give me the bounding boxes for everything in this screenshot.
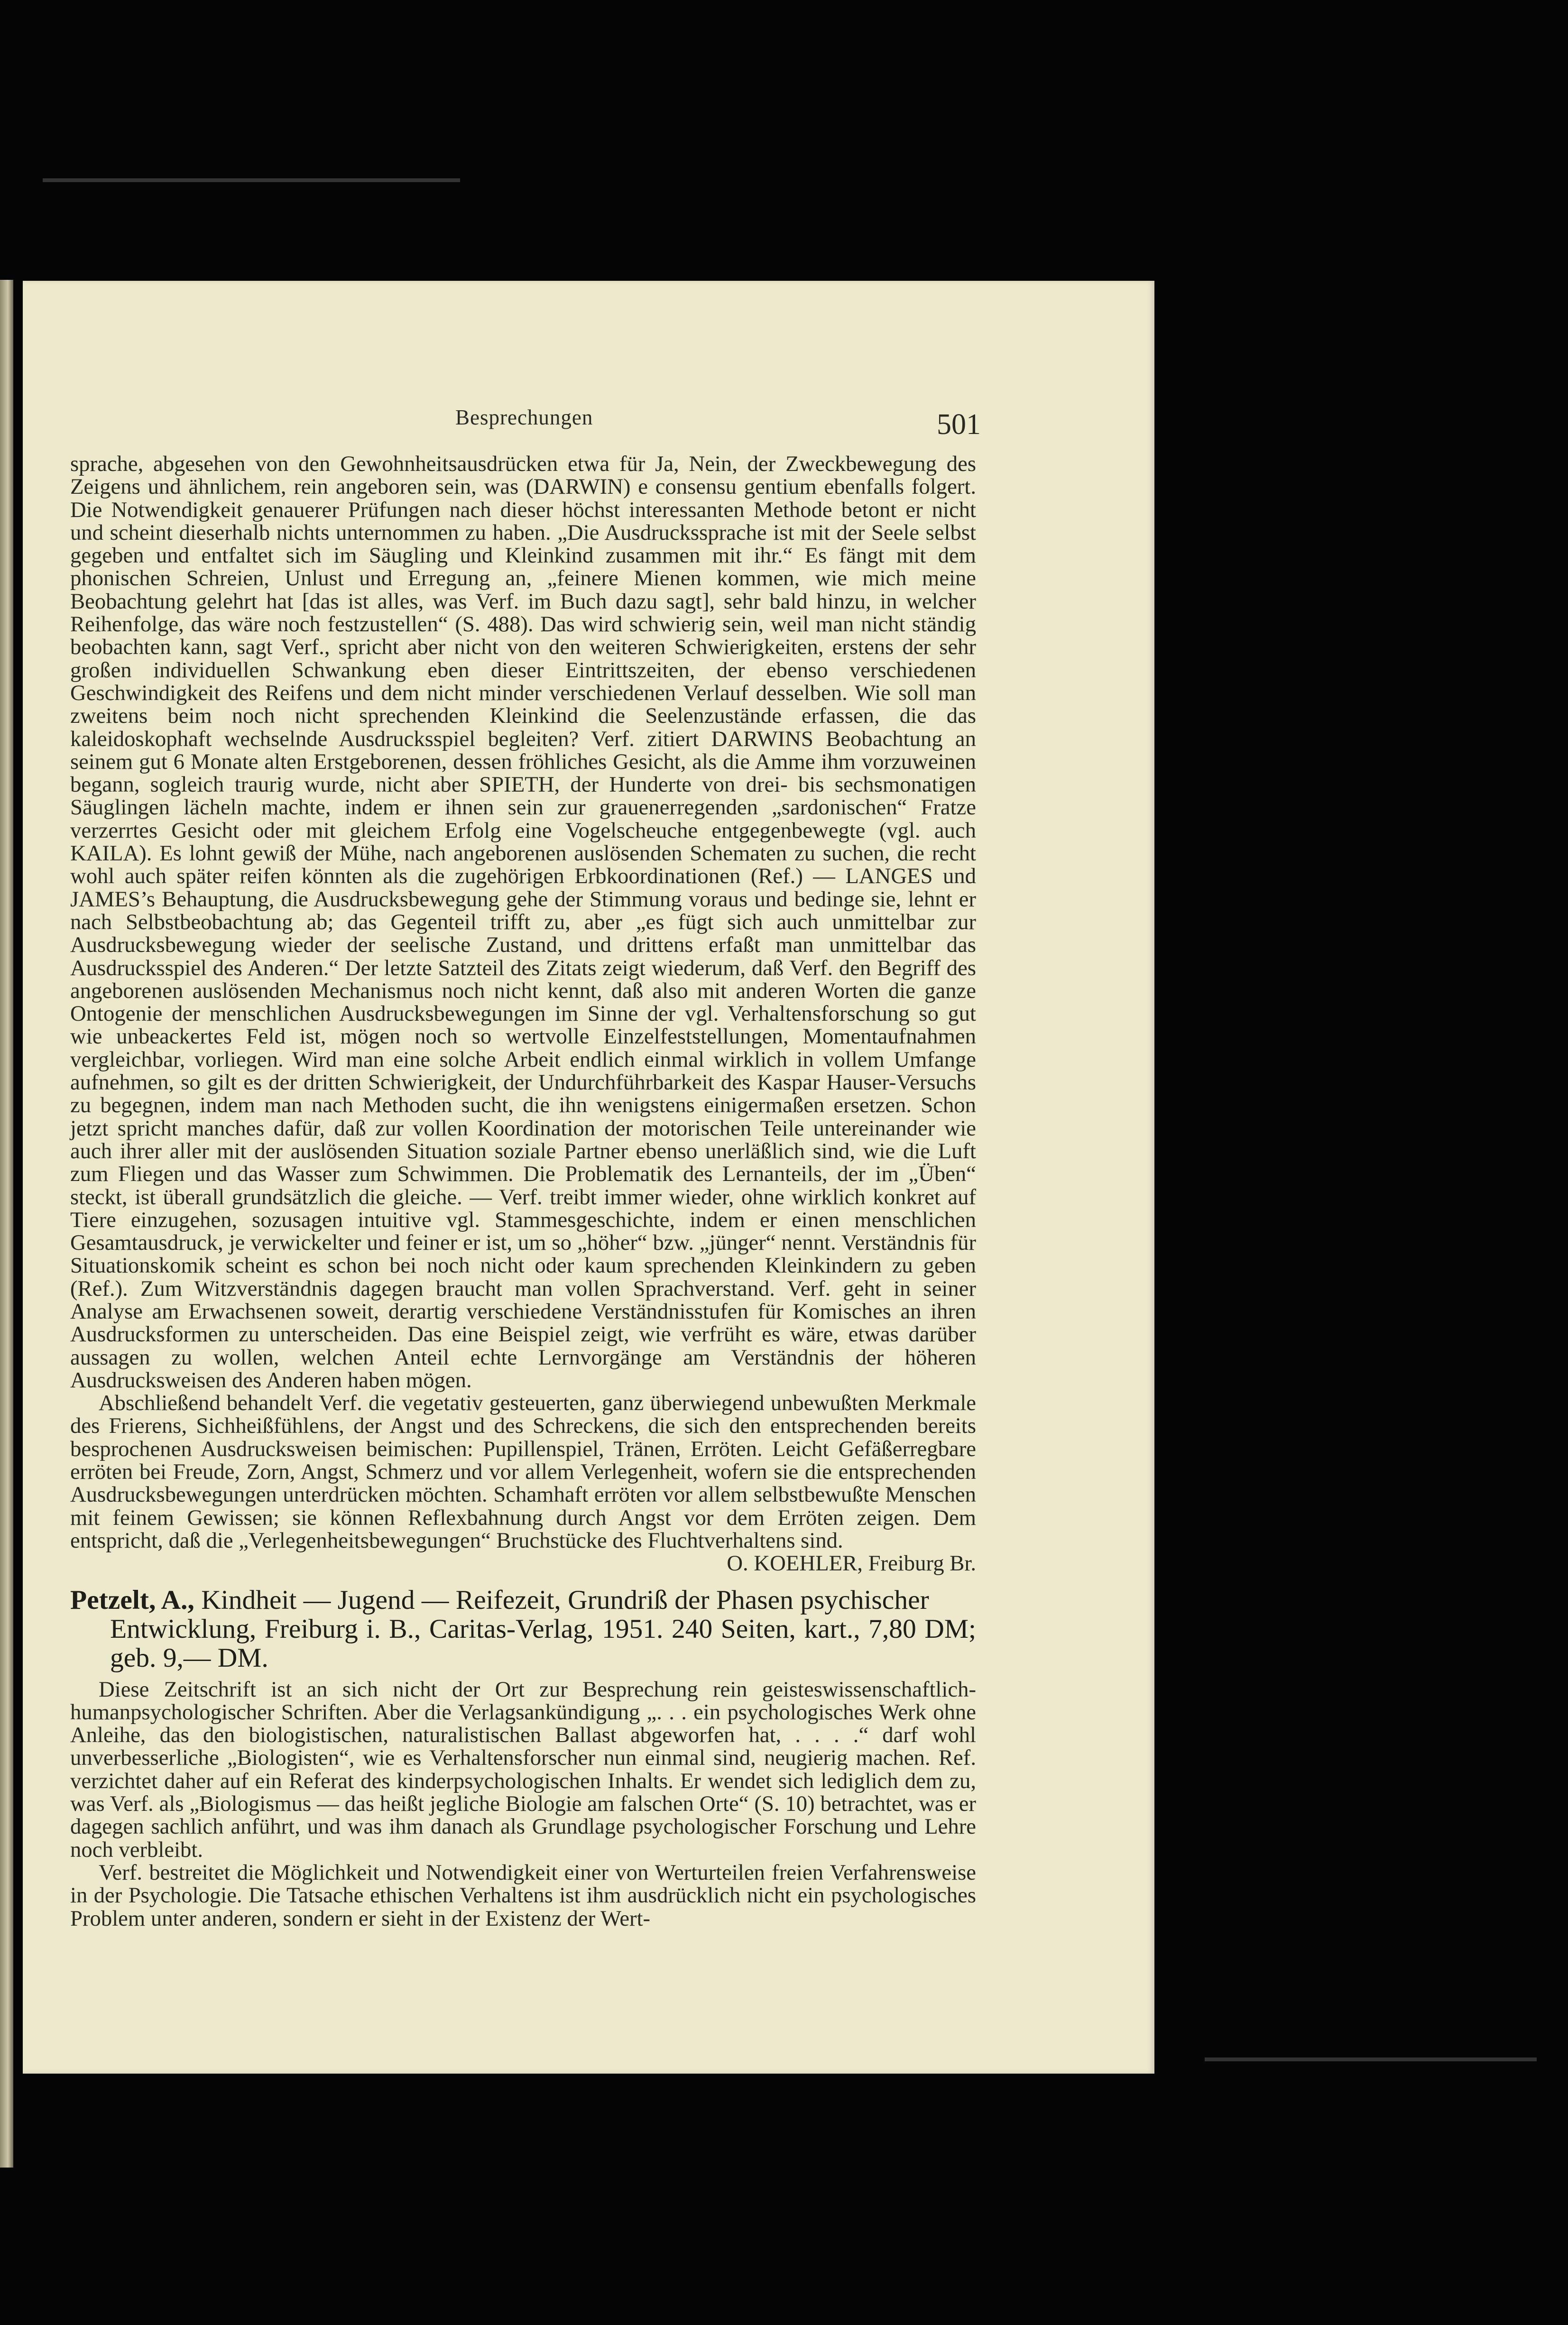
page-body	[70, 452, 976, 1930]
review2-author: Petzelt, A.,	[70, 1585, 194, 1615]
review2-paragraph-2: Verf. bestreitet die Möglichkeit und Notwendigkeit einer von Werturteilen freien Verfahrensweise in der Psychologie. Die Tatsache ethischen Verhaltens ist ihm ausdrücklich nicht ein psychologisches Problem unter anderen, sondern er sieht in der Existenz der Wert-	[70, 1860, 976, 1931]
running-title: Besprechungen	[455, 406, 593, 429]
review1-paragraph-1: sprache, abgesehen von den Gewohnheitsausdrücken etwa für Ja, Nein, der Zweckbewegung des Zeigens und ähnlichem, rein angeboren sein, was (DARWIN) e consensu gentium ebenfalls folgert. Die Notwendigkeit genauerer Prüfungen nach dieser höchst interessanten Methode betont er nicht und scheint dieserhalb nichts unternommen zu haben. „Die Ausdruckssprache ist mit der Seele selbst gegeben und entfaltet sich im Säugling und Kleinkind zusammen mit ihr.“ Es fängt mit dem phonischen Schreien, Unlust und Erregung an, „feinere Mienen kommen, wie mich meine Beobachtung gelehrt hat [das ist alles, was Verf. im Buch dazu sagt], sehr bald hinzu, in welcher Reihenfolge, das wäre noch festzustellen“ (S. 488). Das wird schwierig sein, weil man nicht ständig beobachten kann, sagt Verf., spricht aber nicht von den weiteren Schwierigkeiten, erstens der sehr großen individuellen Schwankung eben dieser Eintrittszeiten, der ebenso verschiedenen Geschwindigkeit des Reifens und dem nicht minder verschiedenen Verlauf desselben. Wie soll man zweitens beim noch nicht sprechenden Kleinkind die Seelenzustände erfassen, die das kaleidoskophaft wechselnde Ausdrucksspiel begleiten? Verf. zitiert DARWINS Beobachtung an seinem gut 6 Monate alten Erstgeborenen, dessen fröhliches Gesicht, als die Amme ihm vorzuweinen begann, sogleich traurig wurde, nicht aber SPIETH, der Hunderte von drei- bis sechsmonatigen Säuglingen lächeln machte, indem er ihnen sein zur grauenerregenden „sardonischen“ Fratze verzerrtes Gesicht oder mit gleichem Erfolg eine Vogelscheuche entgegenbewegte (vgl. auch KAILA). Es lohnt gewiß der Mühe, nach angeborenen auslösenden Schematen zu suchen, die recht wohl auch später reifen könnten als die zugehörigen Erbkoordinationen (Ref.) — LANGES und JAMES’s Behauptung, die Ausdrucksbewegung gehe der Stimmung voraus und bedinge sie, lehnt er nach Selbstbeobachtung ab; das Gegenteil trifft zu, aber „es fügt sich auch unmittelbar zur Ausdrucksbewegung wieder der seelische Zustand, und drittens erfaßt man unmittelbar das Ausdrucksspiel des Anderen.“ Der letzte Satzteil des Zitats zeigt wiederum, daß Verf. den Begriff des angeborenen auslösenden Mechanismus noch nicht kennt, daß also mit anderen Worten die ganze Ontogenie der menschlichen Ausdrucksbewegungen im Sinne der vgl. Verhaltensforschung so gut wie unbeackertes Feld ist, mögen noch so wertvolle Einzelfeststellungen, Momentaufnahmen vergleichbar, vorliegen. Wird man eine solche Arbeit endlich einmal wirklich in vollem Umfange aufnehmen, so gilt es der dritten Schwierigkeit, der Undurchführbarkeit des Kaspar Hauser-Versuchs zu begegnen, indem man nach Methoden sucht, die ihn wenigstens einigermaßen ersetzen. Schon jetzt spricht manches dafür, daß zur vollen Koordination der motorischen Teile untereinander wie auch ihrer aller mit der auslösenden Situation soziale Partner ebenso unerläßlich sind, wie die Luft zum Fliegen und das Wasser zum Schwimmen. Die Problematik des Lernanteils, der im „Üben“ steckt, ist überall grundsätzlich die gleiche. — Verf. treibt immer wieder, ohne wirklich konkret auf Tiere einzugehen, sozusagen intuitive vgl. Stammesgeschichte, indem er einen menschlichen Gesamtausdruck, je verwickelter und feiner er ist, um so „höher“ bzw. „jünger“ nennt. Verständnis für Situationskomik scheint es schon bei noch nicht oder kaum sprechenden Kleinkindern zu geben (Ref.). Zum Witzverständnis dagegen braucht man vollen Sprachverstand. Verf. geht in seiner Analyse am Erwachsenen soweit, derartig verschiedene Verständnisstufen für Komisches an ihren Ausdrucksformen zu unterscheiden. Das eine Beispiel zeigt, wie verfrüht es wäre, etwas darüber aussagen zu wollen, welchen Anteil echte Lernvorgänge am Verständnis der höheren Ausdrucksweisen des Anderen haben mögen.	[70, 452, 976, 1393]
review1-paragraph-2-text: Abschließend behandelt Verf. die vegetativ gesteuerten, ganz überwiegend unbewußten Merkmale des Frierens, Sichheißfühlens, der Angst und des Schreckens, die sich den entsprechenden bereits besprochenen Ausdrucksweisen beimischen: Pupillenspiel, Tränen, Erröten. Leicht Gefäßerregbare erröten bei Freude, Zorn, Angst, Schmerz und vor allem Verlegenheit, wofern sie die entsprechenden Ausdrucksbewegungen unterdrücken möchten. Schamhaft erröten vor allem selbstbewußte Menschen mit feinem Gewissen; sie können Reflexbahnung durch Angst vor dem Erröten zeigen. Dem entspricht, daß die „Verlegenheitsbewegungen“ Bruchstücke des Fluchtverhaltens sind.	[70, 1391, 976, 1553]
review1-paragraph-2	[70, 1392, 976, 1575]
review2-citation: Kindheit — Jugend — Reifezeit, Grundriß der Phasen psychischer	[201, 1585, 929, 1615]
book-page	[23, 281, 1154, 2074]
page-header	[23, 405, 1154, 452]
scan-artifact	[43, 178, 460, 182]
scan-artifact	[1205, 2057, 1537, 2061]
book-spine	[0, 280, 13, 2168]
reviewer-signature: O. KOEHLER, Freiburg Br.	[727, 1551, 976, 1576]
review2-citation-continued: Entwicklung, Freiburg i. B., Caritas-Verlag, 1951. 240 Seiten, kart., 7,80 DM; geb. 9,— DM.	[110, 1614, 976, 1673]
page-number: 501	[937, 408, 981, 441]
review2-paragraph-1: Diese Zeitschrift ist an sich nicht der Ort zur Besprechung rein geisteswissenschaftlich-humanpsychologischer Schriften. Aber die Verlagsankündigung „. . . ein psychologisches Werk ohne Anleihe, das den biologistischen, naturalistischen Ballast abgeworfen hat, . . . .“ darf wohl unverbesserliche „Biologisten“, wie es Verhaltensforscher nun einmal sind, neugierig machen. Ref. verzichtet daher auf ein Referat des kinderpsychologischen Inhalts. Er wendet sich lediglich dem zu, was Verf. als „Biologismus — das heißt jegliche Biologie am falschen Orte“ (S. 10) betrachtet, was er dagegen sachlich anführt, und was ihm danach als Grundlage psychologischer Forschung und Lehre noch verbleibt.	[70, 1677, 976, 1862]
review2-heading	[70, 1586, 976, 1672]
